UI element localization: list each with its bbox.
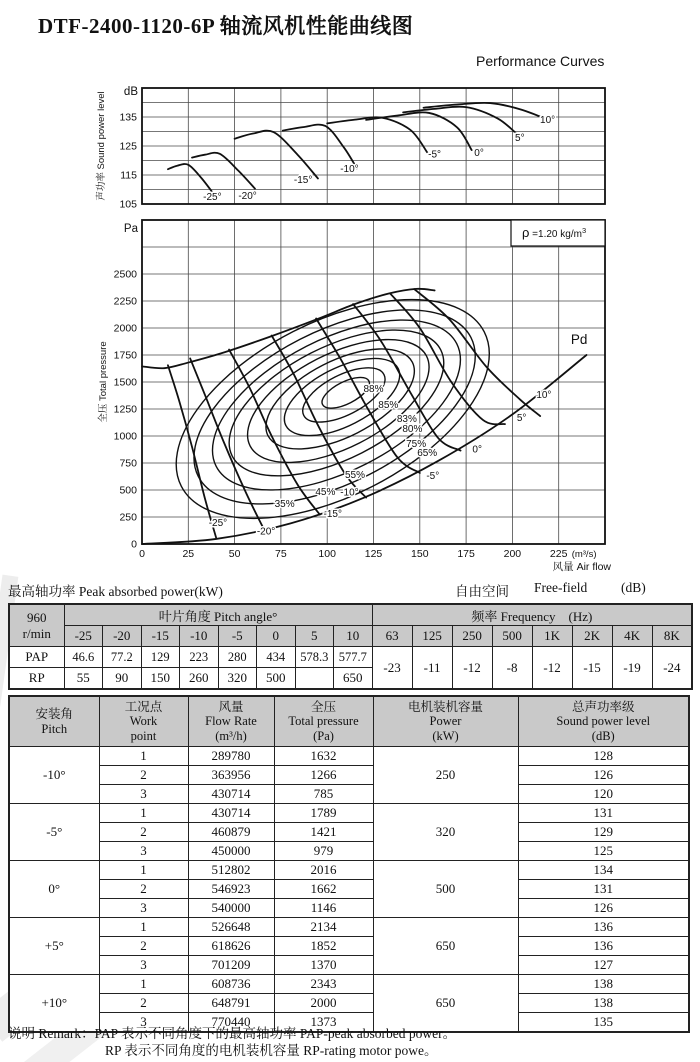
freq-value: -12 (452, 647, 492, 690)
rp-value (295, 668, 334, 690)
pd-label: Pd (570, 332, 588, 348)
rp-value: 260 (180, 668, 219, 690)
sound-level-cell: 128 (518, 747, 689, 766)
rp-value: 500 (257, 668, 296, 690)
page-subtitle: Performance Curves (476, 53, 605, 69)
pitch-curve-label: -5° (426, 470, 440, 482)
table-row (9, 899, 689, 918)
table-row (9, 956, 689, 975)
sound-level-cell: 131 (518, 804, 689, 823)
x-tick: 75 (275, 548, 287, 560)
free-field-caption-cn: 自由空间 (455, 584, 509, 599)
freq-col-header: 2K (572, 626, 612, 647)
work-point-cell: 3 (99, 899, 188, 918)
flow-rate-cell: 546923 (188, 880, 274, 899)
axis-labels (95, 86, 611, 573)
flow-rate-cell: 701209 (188, 956, 274, 975)
sound-level-cell: 136 (518, 918, 689, 937)
freq-col-header: 500 (492, 626, 532, 647)
pitch-curve-label: -20° (256, 526, 276, 538)
sound-curve-label: -15° (293, 175, 313, 187)
pressure-y-tick: 750 (119, 457, 137, 470)
pressure-y-axis-title: 全压 Total pressure (98, 341, 109, 423)
freq-value: -15 (572, 647, 612, 690)
work-point-cell: 1 (99, 918, 188, 937)
pitch-curve (414, 289, 540, 416)
sound-level-cell: 120 (518, 785, 689, 804)
work-point-cell: 2 (99, 994, 188, 1013)
sound-level-cell: 138 (518, 975, 689, 994)
table-row (9, 766, 689, 785)
pressure-y-tick: 1750 (113, 349, 137, 362)
flow-rate-cell: 608736 (188, 975, 274, 994)
rp-value: 90 (103, 668, 142, 690)
frequency-header: 频率 Frequency (Hz) (372, 604, 692, 626)
total-pressure-cell: 1373 (274, 1013, 373, 1033)
pitch-cell: +10° (9, 975, 99, 1033)
remark-line-2: RP 表示不同角度的电机装机容量 RP-rating motor powe。 (105, 1042, 438, 1058)
pressure-y-tick: 0 (131, 538, 137, 551)
pressure-y-tick: 1500 (113, 376, 137, 389)
rp-value: 55 (64, 668, 103, 690)
pap-value: 280 (218, 647, 257, 668)
sound-y-tick: 125 (119, 140, 137, 153)
pitch-angle-header: 叶片角度 Pitch angle° (64, 604, 372, 626)
rp-value: 650 (334, 668, 373, 690)
sound-level-cell: 126 (518, 766, 689, 785)
remark-line-1: 说明 Remark：PAP 表示不同角度下的最高轴功率 PAP-peak absorbed power。 (8, 1026, 457, 1041)
sound-curve-label: 5° (515, 133, 525, 145)
work-point-cell: 1 (99, 975, 188, 994)
efficiency-label: 80% (402, 424, 423, 436)
freq-col-header: 250 (452, 626, 492, 647)
pitch-curve-label: -10° (340, 487, 359, 499)
sound-y-tick: 115 (120, 169, 137, 182)
freq-col-header: 8K (652, 626, 692, 647)
table-row (9, 918, 689, 937)
pitch-curve (168, 365, 216, 537)
work-point-cell: 1 (99, 861, 188, 880)
pressure-y-unit: Pa (123, 223, 138, 235)
freq-value: -8 (492, 647, 532, 690)
x-axis-title: 风量 Air flow (552, 561, 611, 573)
flow-rate-cell: 450000 (188, 842, 274, 861)
x-unit: (m³/s) (571, 549, 597, 560)
flow-rate-cell: 430714 (188, 785, 274, 804)
pitch-col-header: 5 (295, 626, 334, 647)
efficiency-label: 83% (396, 413, 417, 425)
sound-level-cell: 136 (518, 937, 689, 956)
flow-rate-cell: 460879 (188, 823, 274, 842)
rpm-cell: 960 r/min (9, 604, 64, 647)
table-row (9, 937, 689, 956)
sound-curve-label: -5° (428, 149, 442, 161)
work-point-cell: 2 (99, 937, 188, 956)
pitch-col-header: -15 (141, 626, 180, 647)
work-point-cell: 3 (99, 956, 188, 975)
total-pressure-cell: 2016 (274, 861, 373, 880)
table-row (9, 747, 689, 766)
pitch-cell: +5° (9, 918, 99, 975)
table-row (9, 861, 689, 880)
x-tick: 225 (549, 548, 568, 560)
x-tick: 175 (457, 548, 475, 560)
sound-y-tick: 135 (119, 111, 137, 124)
rp-value: 150 (141, 668, 180, 690)
work-point-cell: 3 (99, 785, 188, 804)
work-point-cell: 1 (99, 747, 188, 766)
sound-level-cell: 127 (518, 956, 689, 975)
freq-col-header: 4K (612, 626, 652, 647)
sound-curve (192, 153, 255, 189)
sound-level-cell: 131 (518, 880, 689, 899)
x-tick: 0 (139, 548, 145, 560)
free-field-caption-unit: (dB) (621, 580, 646, 595)
freq-col-header: 63 (372, 626, 412, 647)
pap-value: 578.3 (295, 647, 334, 668)
sound-level-cell: 135 (518, 1013, 689, 1033)
main-table-header-4: 电机装机容量 Power (kW) (373, 696, 518, 747)
x-tick: 100 (318, 548, 336, 560)
table-row (9, 785, 689, 804)
sound-y-unit: dB (123, 86, 138, 98)
sound-curve-label: 0° (474, 148, 484, 160)
sound-y-axis-title: 声功率 Sound power level (96, 91, 107, 201)
row-label-pap: PAP (9, 647, 64, 668)
flow-rate-cell: 540000 (188, 899, 274, 918)
pitch-col-header: 10 (334, 626, 373, 647)
freq-value: -11 (412, 647, 452, 690)
power-cell: 650 (373, 918, 518, 975)
pitch-curve-label: -25° (208, 518, 228, 530)
power-cell: 650 (373, 975, 518, 1033)
power-cell: 320 (373, 804, 518, 861)
pitch-col-header: -20 (103, 626, 142, 647)
pitch-curve-label: -15° (323, 509, 342, 520)
pap-value: 129 (141, 647, 180, 668)
work-point-cell: 2 (99, 823, 188, 842)
main-table-header-0: 安装角 Pitch (9, 696, 99, 747)
sound-curve-label: -10° (340, 164, 359, 176)
sound-level-cell: 126 (518, 899, 689, 918)
peak-power-caption: 最高轴功率 Peak absorbed power(kW) (8, 584, 223, 599)
efficiency-label: 88% (363, 384, 384, 396)
power-cell: 250 (373, 747, 518, 804)
sound-level-cell: 129 (518, 823, 689, 842)
flow-rate-cell: 430714 (188, 804, 274, 823)
sound-level-cell: 134 (518, 861, 689, 880)
freq-value: -19 (612, 647, 652, 690)
pitch-col-header: -10 (180, 626, 219, 647)
free-field-caption-en: Free-field (534, 580, 588, 595)
table-row (9, 823, 689, 842)
total-pressure-cell: 1421 (274, 823, 373, 842)
total-pressure-cell: 1852 (274, 937, 373, 956)
work-point-cell: 3 (99, 842, 188, 861)
pap-value: 434 (257, 647, 296, 668)
grid (142, 88, 605, 544)
flow-rate-cell: 526648 (188, 918, 274, 937)
main-table-header-5: 总声功率级 Sound power level (dB) (518, 696, 689, 747)
total-pressure-cell: 1789 (274, 804, 373, 823)
main-table-header-2: 风量 Flow Rate (m³/h) (188, 696, 274, 747)
efficiency-label: 85% (378, 400, 399, 412)
flow-rate-cell: 648791 (188, 994, 274, 1013)
row-label-rp: RP (9, 668, 64, 690)
pitch-curve-label: 5° (516, 412, 527, 424)
total-pressure-cell: 1266 (274, 766, 373, 785)
flow-rate-cell: 618626 (188, 937, 274, 956)
pressure-y-tick: 500 (119, 484, 137, 497)
efficiency-label: 45% (315, 486, 336, 498)
main-table-header-3: 全压 Total pressure (Pa) (274, 696, 373, 747)
pressure-y-tick: 2250 (113, 295, 137, 308)
power-cell: 500 (373, 861, 518, 918)
pressure-y-tick: 1250 (113, 403, 137, 416)
pitch-curve-label: 0° (472, 444, 482, 456)
power-table (8, 603, 693, 690)
pap-value: 77.2 (103, 647, 142, 668)
flow-rate-cell: 363956 (188, 766, 274, 785)
sound-curve (327, 117, 427, 152)
freq-value: -24 (652, 647, 692, 690)
pitch-cell: -10° (9, 747, 99, 804)
rp-value: 320 (218, 668, 257, 690)
total-pressure-cell: 785 (274, 785, 373, 804)
pressure-y-tick: 250 (119, 511, 137, 524)
freq-value: -23 (372, 647, 412, 690)
table-row (9, 975, 689, 994)
sound-curve-label: 10° (540, 115, 556, 127)
x-tick: 200 (503, 548, 522, 560)
density-label: ρ =1.20 $kg/m^3$ (522, 225, 587, 240)
freq-col-header: 125 (412, 626, 452, 647)
sound-curve-label: -25° (203, 192, 222, 204)
flow-rate-cell: 770440 (188, 1013, 274, 1033)
pitch-col-header: -25 (64, 626, 103, 647)
sound-level-cell: 125 (518, 842, 689, 861)
x-tick: 125 (364, 548, 383, 560)
freq-col-header: 1K (532, 626, 572, 647)
pap-value: 223 (180, 647, 219, 668)
work-point-cell: 1 (99, 804, 188, 823)
sound-curve-label: -20° (238, 191, 257, 203)
main-table (8, 695, 690, 1033)
total-pressure-cell: 2134 (274, 918, 373, 937)
pap-value: 577.7 (334, 647, 373, 668)
pressure-y-tick: 2500 (113, 268, 137, 281)
work-point-cell: 2 (99, 880, 188, 899)
flow-rate-cell: 512802 (188, 861, 274, 880)
table-row (9, 804, 689, 823)
x-tick: 150 (411, 548, 429, 560)
efficiency-label: 35% (274, 498, 295, 510)
pitch-col-header: -5 (218, 626, 257, 647)
flow-rate-cell: 289780 (188, 747, 274, 766)
sound-y-tick: 105 (119, 198, 137, 211)
pitch-col-header: 0 (257, 626, 296, 647)
pitch-curve (390, 293, 505, 424)
pitch-curve-label: 10° (536, 389, 552, 401)
x-tick: 25 (182, 548, 195, 560)
total-pressure-cell: 1146 (274, 899, 373, 918)
efficiency-label: 75% (406, 439, 427, 451)
pressure-y-tick: 1000 (113, 430, 137, 443)
pitch-cell: 0° (9, 861, 99, 918)
total-pressure-cell: 2343 (274, 975, 373, 994)
sound-curve (235, 131, 318, 179)
main-table-header-1: 工况点 Work point (99, 696, 188, 747)
pitch-cell: -5° (9, 804, 99, 861)
total-pressure-cell: 2000 (274, 994, 373, 1013)
x-tick: 50 (228, 548, 241, 560)
table-row (9, 842, 689, 861)
total-pressure-cell: 1370 (274, 956, 373, 975)
sound-curve (168, 164, 214, 195)
efficiency-label: 65% (417, 447, 438, 459)
remark (8, 1026, 456, 1059)
table-row (9, 994, 689, 1013)
pressure-y-tick: 2000 (113, 322, 137, 335)
work-point-cell: 2 (99, 766, 188, 785)
total-pressure-cell: 1632 (274, 747, 373, 766)
total-pressure-cell: 1662 (274, 880, 373, 899)
table-row (9, 880, 689, 899)
work-point-cell: 3 (99, 1013, 188, 1033)
pap-value: 46.6 (64, 647, 103, 668)
freq-value: -12 (532, 647, 572, 690)
total-pressure-cell: 979 (274, 842, 373, 861)
sound-level-cell: 138 (518, 994, 689, 1013)
efficiency-label: 55% (344, 470, 365, 482)
page-title: DTF-2400-1120-6P 轴流风机性能曲线图 (38, 14, 414, 38)
